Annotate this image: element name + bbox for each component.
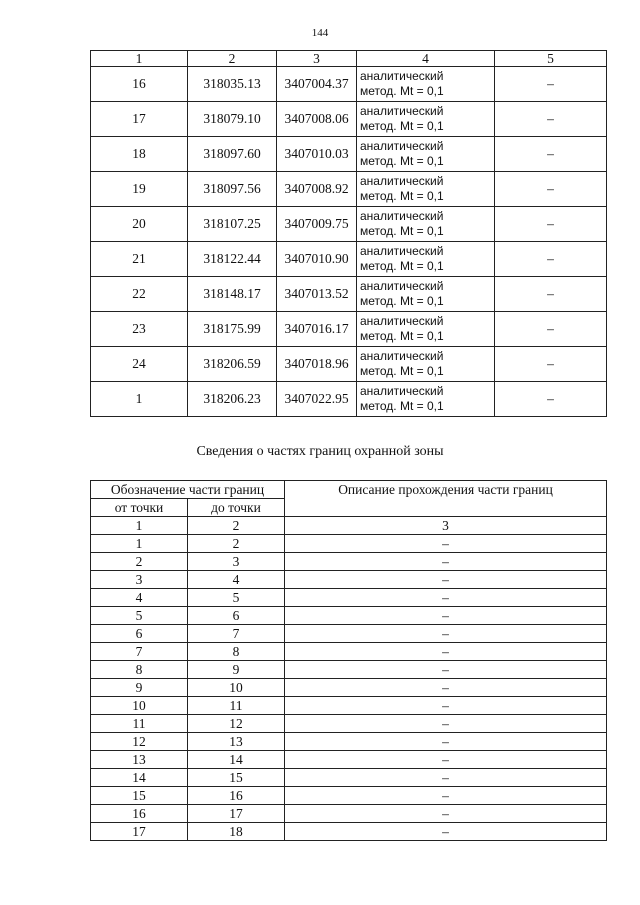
from-point-cell: 11 [91,715,188,733]
method-cell [357,137,495,172]
table-row [91,751,607,769]
from-point-cell: 15 [91,787,188,805]
table-row [91,67,607,102]
group-header: Обозначение части границ [91,481,285,499]
method-line: метод. Mt = 0,1 [360,329,444,343]
to-point-cell: 8 [188,643,285,661]
from-point-cell: 10 [91,697,188,715]
method-line: аналитический [360,174,444,188]
description-cell: – [285,607,607,625]
table-row [91,207,607,242]
to-point-cell: 7 [188,625,285,643]
table-row [91,769,607,787]
method-line: метод. Mt = 0,1 [360,189,444,203]
parts-header-row [91,481,607,499]
table-row [91,553,607,571]
method-line: метод. Mt = 0,1 [360,259,444,273]
point-number-cell: 21 [91,242,188,277]
method-cell [357,172,495,207]
table-row [91,382,607,417]
point-number-cell: 19 [91,172,188,207]
parts-number-row [91,517,607,535]
table-row [91,571,607,589]
method-line: аналитический [360,349,444,363]
description-cell: – [285,679,607,697]
to-point-cell: 5 [188,589,285,607]
method-line: метод. Mt = 0,1 [360,364,444,378]
page-number: 144 [311,27,329,39]
from-point-cell: 6 [91,625,188,643]
x-coordinate-cell: 318148.17 [188,277,277,312]
method-cell [357,277,495,312]
coordinates-header-row [91,51,607,67]
to-point-cell: 4 [188,571,285,589]
method-line: аналитический [360,69,444,83]
column-header: 2 [188,51,277,67]
point-number-cell: 24 [91,347,188,382]
section-title: Сведения о частях границ охранной зоны [196,444,444,459]
description-cell: – [285,553,607,571]
to-point-cell: 14 [188,751,285,769]
point-number-cell: 1 [91,382,188,417]
method-line: аналитический [360,384,444,398]
from-point-cell: 13 [91,751,188,769]
method-cell [357,347,495,382]
method-cell [357,242,495,277]
x-coordinate-cell: 318097.60 [188,137,277,172]
note-cell: – [495,312,607,347]
method-cell [357,382,495,417]
description-cell: – [285,535,607,553]
description-cell: – [285,661,607,679]
point-number-cell: 17 [91,102,188,137]
column-header: 4 [357,51,495,67]
method-line: метод. Mt = 0,1 [360,399,444,413]
y-coordinate-cell: 3407009.75 [277,207,357,242]
y-coordinate-cell: 3407013.52 [277,277,357,312]
from-point-header: от точки [91,499,188,517]
x-coordinate-cell: 318079.10 [188,102,277,137]
note-cell: – [495,347,607,382]
description-cell: – [285,787,607,805]
from-point-cell: 5 [91,607,188,625]
to-point-cell: 10 [188,679,285,697]
from-point-cell: 9 [91,679,188,697]
boundary-parts-table [90,480,607,841]
to-point-cell: 17 [188,805,285,823]
point-number-cell: 22 [91,277,188,312]
column-header: 3 [277,51,357,67]
from-point-cell: 12 [91,733,188,751]
method-line: аналитический [360,104,444,118]
y-coordinate-cell: 3407022.95 [277,382,357,417]
x-coordinate-cell: 318206.59 [188,347,277,382]
table-row [91,589,607,607]
from-point-cell: 3 [91,571,188,589]
table-row [91,242,607,277]
table-row [91,823,607,841]
method-line: метод. Mt = 0,1 [360,224,444,238]
to-point-cell: 9 [188,661,285,679]
point-number-cell: 18 [91,137,188,172]
point-number-cell: 23 [91,312,188,347]
from-point-cell: 1 [91,535,188,553]
y-coordinate-cell: 3407018.96 [277,347,357,382]
point-number-cell: 16 [91,67,188,102]
description-cell: – [285,643,607,661]
note-cell: – [495,242,607,277]
table-row [91,172,607,207]
to-point-header: до точки [188,499,285,517]
to-point-cell: 12 [188,715,285,733]
note-cell: – [495,102,607,137]
description-cell: – [285,625,607,643]
note-cell: – [495,207,607,242]
method-line: аналитический [360,244,444,258]
description-cell: – [285,769,607,787]
table-row [91,347,607,382]
to-point-cell: 11 [188,697,285,715]
table-row [91,715,607,733]
method-line: аналитический [360,314,444,328]
description-cell: – [285,805,607,823]
x-coordinate-cell: 318175.99 [188,312,277,347]
x-coordinate-cell: 318122.44 [188,242,277,277]
method-line: аналитический [360,209,444,223]
method-line: метод. Mt = 0,1 [360,84,444,98]
method-line: метод. Mt = 0,1 [360,119,444,133]
table-row [91,607,607,625]
column-header: 5 [495,51,607,67]
method-cell [357,312,495,347]
method-line: аналитический [360,139,444,153]
table-row [91,661,607,679]
coordinates-table [90,50,607,417]
table-row [91,535,607,553]
x-coordinate-cell: 318035.13 [188,67,277,102]
method-cell [357,67,495,102]
note-cell: – [495,137,607,172]
column-number: 3 [285,517,607,535]
y-coordinate-cell: 3407010.90 [277,242,357,277]
description-cell: – [285,751,607,769]
table-row [91,625,607,643]
column-header: 1 [91,51,188,67]
table-row [91,277,607,312]
y-coordinate-cell: 3407008.06 [277,102,357,137]
y-coordinate-cell: 3407004.37 [277,67,357,102]
description-cell: – [285,571,607,589]
note-cell: – [495,382,607,417]
y-coordinate-cell: 3407010.03 [277,137,357,172]
x-coordinate-cell: 318107.25 [188,207,277,242]
note-cell: – [495,172,607,207]
table-row [91,312,607,347]
from-point-cell: 2 [91,553,188,571]
table-row [91,805,607,823]
note-cell: – [495,67,607,102]
point-number-cell: 20 [91,207,188,242]
from-point-cell: 16 [91,805,188,823]
to-point-cell: 18 [188,823,285,841]
x-coordinate-cell: 318097.56 [188,172,277,207]
description-cell: – [285,715,607,733]
table-row [91,787,607,805]
description-header: Описание прохождения части границ [285,481,607,517]
note-cell: – [495,277,607,312]
y-coordinate-cell: 3407008.92 [277,172,357,207]
from-point-cell: 7 [91,643,188,661]
table-row [91,697,607,715]
description-cell: – [285,733,607,751]
description-cell: – [285,697,607,715]
column-number: 2 [188,517,285,535]
method-cell [357,207,495,242]
to-point-cell: 16 [188,787,285,805]
description-cell: – [285,589,607,607]
from-point-cell: 17 [91,823,188,841]
from-point-cell: 14 [91,769,188,787]
to-point-cell: 15 [188,769,285,787]
from-point-cell: 4 [91,589,188,607]
x-coordinate-cell: 318206.23 [188,382,277,417]
table-row [91,102,607,137]
table-row [91,733,607,751]
table-row [91,137,607,172]
to-point-cell: 13 [188,733,285,751]
description-cell: – [285,823,607,841]
to-point-cell: 6 [188,607,285,625]
method-line: метод. Mt = 0,1 [360,294,444,308]
to-point-cell: 3 [188,553,285,571]
y-coordinate-cell: 3407016.17 [277,312,357,347]
table-row [91,643,607,661]
from-point-cell: 8 [91,661,188,679]
method-cell [357,102,495,137]
method-line: метод. Mt = 0,1 [360,154,444,168]
column-number: 1 [91,517,188,535]
method-line: аналитический [360,279,444,293]
to-point-cell: 2 [188,535,285,553]
table-row [91,679,607,697]
